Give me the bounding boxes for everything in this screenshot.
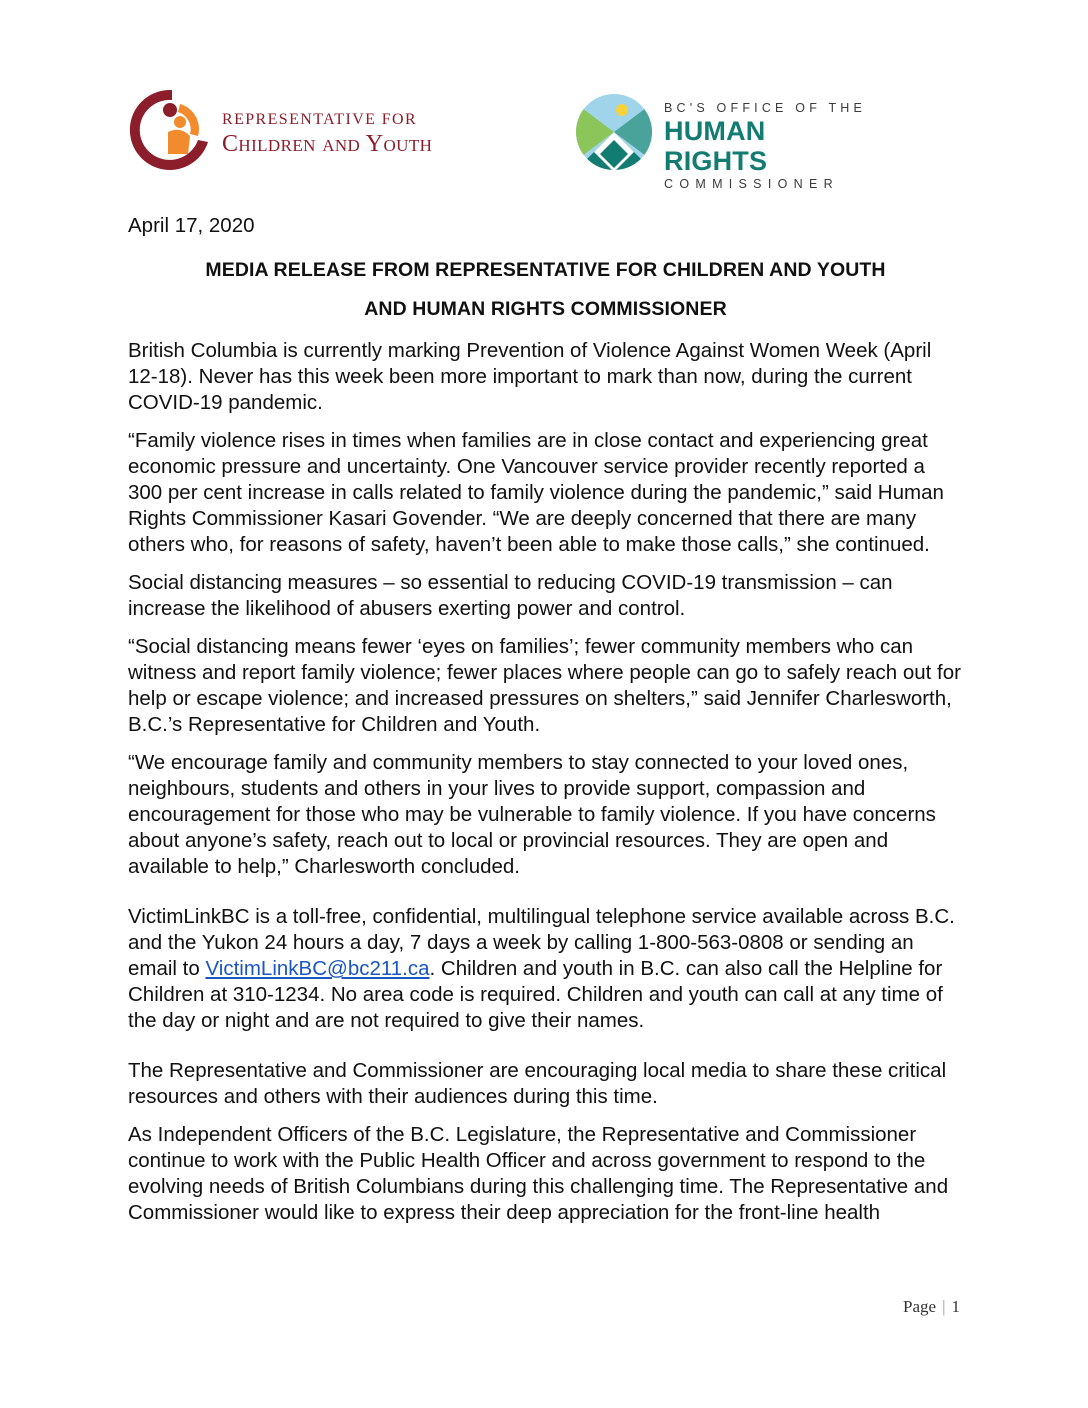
hrc-logo bbox=[574, 92, 874, 191]
page-footer bbox=[903, 1297, 960, 1317]
victimlink-text-before: VictimLinkBC is a toll-free, confidential, multilingual telephone service available across B.C. and the Yukon 24 hours a day, 7 days a week by calling 1-800-563-0808 or sending an email to bbox=[128, 905, 955, 980]
paragraph: “Family violence rises in times when families are in close contact and experiencing great economic pressure and uncertainty. One Vancouver service provider recently reported a 300 per cent increase in calls related to family violence during the pandemic,” said Human Rights Commissioner Kasari Govender. “We are deeply concerned that there are many others who, for reasons of safety, haven’t been able to make those calls,” she continued. bbox=[128, 429, 944, 556]
release-title-line2: AND HUMAN RIGHTS COMMISSIONER bbox=[364, 298, 727, 320]
page-label: Page bbox=[903, 1297, 937, 1316]
victimlink-text-after: . Children and youth in B.C. can also call the Helpline for Children at 310-1234. No area code is required. Children and youth can call at any time of the day or night and are not required to give their names. bbox=[128, 957, 943, 1032]
hrc-wordmark-line3: COMMISSIONER bbox=[664, 177, 839, 191]
paragraph-media: The Representative and Commissioner are encouraging local media to share these critical resources and others with their audiences during this time. bbox=[128, 1059, 947, 1108]
rcy-wordmark-line2: Children and Youth bbox=[222, 131, 433, 157]
hrc-emblem-icon bbox=[574, 92, 654, 172]
rcy-wordmark bbox=[222, 110, 432, 158]
victimlink-email-link[interactable]: VictimLinkBC@bc211.ca bbox=[205, 957, 430, 980]
release-title-line1: MEDIA RELEASE FROM REPRESENTATIVE FOR CHILDREN AND YOUTH bbox=[205, 259, 886, 281]
header-logos bbox=[128, 82, 958, 191]
hrc-wordmark-line1: BC'S OFFICE OF THE bbox=[664, 101, 867, 115]
page-separator: | bbox=[942, 1297, 946, 1316]
rcy-logo bbox=[128, 82, 488, 174]
paragraph-final: As Independent Officers of the B.C. Legislature, the Representative and Commissioner continue to work with the Public Health Officer and across government to respond to the evolving needs of British Columbians during this challenging time. The Representative and Commissioner would like to express their deep appreciation for the front-line health bbox=[128, 1123, 949, 1224]
rcy-wordmark-line1: REPRESENTATIVE FOR bbox=[222, 111, 418, 128]
page-number: 1 bbox=[951, 1297, 960, 1316]
release-date: April 17, 2020 bbox=[128, 214, 255, 237]
paragraph: “We encourage family and community members to stay connected to your loved ones, neighbours, students and others in your lives to provide support, compassion and encouragement for those who may be vulnerable to family violence. If you have concerns about anyone’s safety, reach out to local or provincial resources. They are open and available to help,” Charlesworth concluded. bbox=[128, 751, 936, 878]
victimlink-paragraph bbox=[128, 904, 963, 1034]
hrc-wordmark bbox=[664, 100, 874, 192]
paragraph: British Columbia is currently marking Prevention of Violence Against Women Week (April 12-18). Never has this week been more important to mark than now, during the current COVID-19 pandemic. bbox=[128, 339, 932, 414]
document-body bbox=[128, 213, 963, 1226]
paragraph: “Social distancing means fewer ‘eyes on families’; fewer community members who can witness and report family violence; fewer places where people can go to safely reach out for help or escape violence; and increased pressures on shelters,” said Jennifer Charlesworth, B.C.’s Representative for Children and Youth. bbox=[128, 635, 961, 736]
rcy-emblem-icon bbox=[128, 86, 212, 172]
paragraph: Social distancing measures – so essential to reducing COVID-19 transmission – can increase the likelihood of abusers exerting power and control. bbox=[128, 571, 893, 620]
hrc-wordmark-line2: HUMAN RIGHTS bbox=[664, 116, 768, 176]
